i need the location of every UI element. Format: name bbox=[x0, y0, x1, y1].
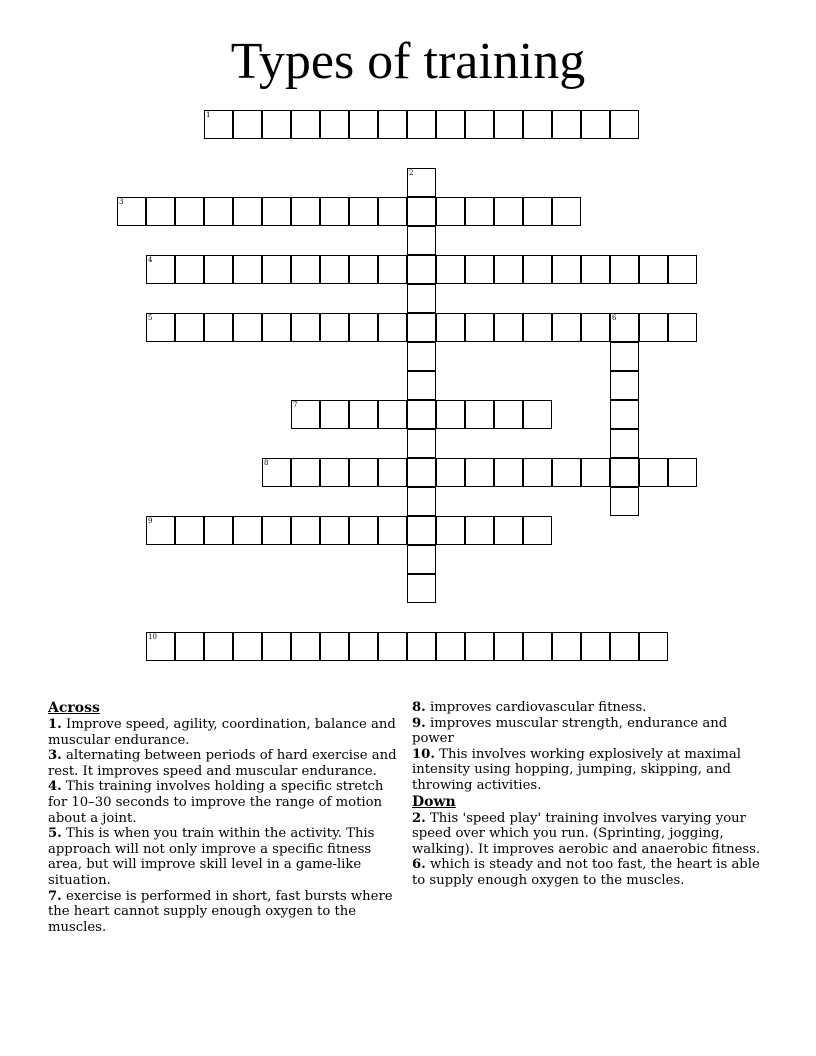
clue-across-4 bbox=[48, 779, 400, 826]
grid-cell[interactable] bbox=[175, 313, 204, 342]
grid-cell[interactable] bbox=[407, 226, 436, 255]
grid-cell[interactable] bbox=[291, 255, 320, 284]
grid-cell[interactable] bbox=[523, 313, 552, 342]
clue-number: 7. bbox=[48, 888, 62, 904]
grid-cell[interactable] bbox=[262, 632, 291, 661]
grid-cell[interactable] bbox=[349, 632, 378, 661]
grid-cell[interactable] bbox=[175, 197, 204, 226]
grid-cell[interactable] bbox=[378, 110, 407, 139]
grid-cell[interactable] bbox=[465, 313, 494, 342]
cell-number: 3 bbox=[119, 198, 124, 206]
grid-cell[interactable] bbox=[320, 516, 349, 545]
grid-cell[interactable] bbox=[146, 632, 175, 661]
grid-cell[interactable] bbox=[262, 110, 291, 139]
grid-cell[interactable] bbox=[262, 313, 291, 342]
grid-cell[interactable] bbox=[204, 197, 233, 226]
grid-cell[interactable] bbox=[175, 632, 204, 661]
grid-cell[interactable] bbox=[320, 255, 349, 284]
grid-cell[interactable] bbox=[668, 313, 697, 342]
grid-cell[interactable] bbox=[494, 632, 523, 661]
grid-cell[interactable] bbox=[262, 255, 291, 284]
grid-cell[interactable] bbox=[320, 197, 349, 226]
grid-cell[interactable] bbox=[581, 255, 610, 284]
clue-number: 10. bbox=[412, 746, 435, 762]
grid-cell[interactable] bbox=[523, 632, 552, 661]
grid-cell[interactable] bbox=[494, 110, 523, 139]
grid-cell[interactable] bbox=[552, 110, 581, 139]
grid-cell[interactable] bbox=[465, 197, 494, 226]
grid-cell[interactable] bbox=[494, 255, 523, 284]
grid-cell[interactable] bbox=[639, 632, 668, 661]
grid-cell[interactable] bbox=[349, 400, 378, 429]
grid-cell[interactable] bbox=[581, 313, 610, 342]
clue-text: This involves working explosively at maximal intensity using hopping, jumping, skipping, and throwing activities. bbox=[412, 746, 741, 793]
grid-cell[interactable] bbox=[291, 313, 320, 342]
grid-cell[interactable] bbox=[552, 458, 581, 487]
grid-cell[interactable] bbox=[407, 545, 436, 574]
cell-number: 4 bbox=[148, 256, 153, 264]
grid-cell[interactable] bbox=[233, 255, 262, 284]
grid-cell[interactable] bbox=[349, 110, 378, 139]
cell-number: 5 bbox=[148, 314, 153, 322]
grid-cell[interactable] bbox=[465, 632, 494, 661]
grid-cell[interactable] bbox=[320, 458, 349, 487]
clue-number: 8. bbox=[412, 700, 426, 715]
grid-cell[interactable] bbox=[233, 516, 262, 545]
clue-text: which is steady and not too fast, the heart is able to supply enough oxygen to the muscles. bbox=[412, 857, 760, 888]
grid-cell[interactable] bbox=[407, 574, 436, 603]
grid-cell[interactable] bbox=[465, 110, 494, 139]
grid-cell[interactable] bbox=[175, 516, 204, 545]
grid-cell[interactable] bbox=[349, 516, 378, 545]
clue-text: improves muscular strength, endurance and power bbox=[412, 715, 728, 747]
grid-cell[interactable] bbox=[610, 342, 639, 371]
grid-cell[interactable] bbox=[639, 313, 668, 342]
grid-cell[interactable] bbox=[407, 487, 436, 516]
grid-cell[interactable] bbox=[291, 197, 320, 226]
grid-cell[interactable] bbox=[436, 255, 465, 284]
grid-cell[interactable] bbox=[407, 284, 436, 313]
grid-cell[interactable] bbox=[436, 110, 465, 139]
grid-cell[interactable] bbox=[407, 632, 436, 661]
cell-number: 10 bbox=[148, 633, 157, 641]
grid-cell[interactable] bbox=[494, 197, 523, 226]
grid-cell[interactable] bbox=[407, 168, 436, 197]
grid-cell[interactable] bbox=[668, 458, 697, 487]
grid-cell[interactable] bbox=[668, 255, 697, 284]
grid-cell[interactable] bbox=[407, 429, 436, 458]
grid-cell[interactable] bbox=[204, 516, 233, 545]
clue-text: alternating between periods of hard exercise and rest. It improves speed and muscular endurance. bbox=[48, 748, 397, 779]
grid-cell[interactable] bbox=[320, 400, 349, 429]
grid-cell[interactable] bbox=[262, 458, 291, 487]
grid-cell[interactable] bbox=[175, 255, 204, 284]
grid-cell[interactable] bbox=[146, 255, 175, 284]
grid-cell[interactable] bbox=[349, 255, 378, 284]
clue-across-3 bbox=[48, 748, 400, 779]
clue-across-1 bbox=[48, 717, 400, 748]
clue-number: 4. bbox=[48, 779, 62, 795]
grid-cell[interactable] bbox=[117, 197, 146, 226]
grid-cell[interactable] bbox=[552, 255, 581, 284]
clue-text: exercise is performed in short, fast bursts where the heart cannot supply enough oxygen to the muscles. bbox=[48, 888, 393, 935]
grid-cell[interactable] bbox=[407, 313, 436, 342]
grid-cell[interactable] bbox=[204, 255, 233, 284]
grid-cell[interactable] bbox=[552, 197, 581, 226]
grid-cell[interactable] bbox=[523, 255, 552, 284]
grid-cell[interactable] bbox=[523, 516, 552, 545]
grid-cell[interactable] bbox=[494, 400, 523, 429]
grid-cell[interactable] bbox=[378, 400, 407, 429]
grid-cell[interactable] bbox=[465, 458, 494, 487]
grid-cell[interactable] bbox=[204, 110, 233, 139]
grid-cell[interactable] bbox=[581, 458, 610, 487]
grid-cell[interactable] bbox=[291, 400, 320, 429]
down-header: Down bbox=[412, 793, 456, 810]
grid-cell[interactable] bbox=[407, 371, 436, 400]
grid-cell[interactable] bbox=[523, 110, 552, 139]
grid-cell[interactable] bbox=[407, 197, 436, 226]
grid-cell[interactable] bbox=[581, 632, 610, 661]
grid-cell[interactable] bbox=[610, 255, 639, 284]
grid-cell[interactable] bbox=[349, 197, 378, 226]
grid-cell[interactable] bbox=[494, 516, 523, 545]
grid-cell[interactable] bbox=[407, 516, 436, 545]
grid-cell[interactable] bbox=[146, 197, 175, 226]
grid-cell[interactable] bbox=[349, 458, 378, 487]
grid-cell[interactable] bbox=[436, 197, 465, 226]
grid-cell[interactable] bbox=[523, 400, 552, 429]
grid-cell[interactable] bbox=[407, 400, 436, 429]
grid-cell[interactable] bbox=[465, 516, 494, 545]
clue-number: 2. bbox=[412, 810, 426, 826]
grid-cell[interactable] bbox=[523, 197, 552, 226]
grid-cell[interactable] bbox=[436, 632, 465, 661]
clue-across-5 bbox=[48, 826, 400, 888]
grid-cell[interactable] bbox=[494, 313, 523, 342]
grid-cell[interactable] bbox=[320, 313, 349, 342]
grid-cell[interactable] bbox=[233, 110, 262, 139]
grid-cell[interactable] bbox=[610, 632, 639, 661]
grid-cell[interactable] bbox=[378, 516, 407, 545]
grid-cell[interactable] bbox=[262, 516, 291, 545]
grid-cell[interactable] bbox=[610, 371, 639, 400]
grid-cell[interactable] bbox=[407, 342, 436, 371]
clues-column-right bbox=[412, 700, 764, 889]
grid-cell[interactable] bbox=[378, 632, 407, 661]
grid-cell[interactable] bbox=[581, 110, 610, 139]
grid-cell[interactable] bbox=[291, 516, 320, 545]
clue-text: Improve speed, agility, coordination, balance and muscular endurance. bbox=[48, 717, 396, 748]
cell-number: 7 bbox=[293, 401, 298, 409]
clues-column-left bbox=[48, 700, 400, 935]
cell-number: 8 bbox=[264, 459, 269, 467]
grid-cell[interactable] bbox=[291, 110, 320, 139]
grid-cell[interactable] bbox=[233, 197, 262, 226]
grid-cell[interactable] bbox=[407, 110, 436, 139]
clue-number: 1. bbox=[48, 717, 62, 732]
grid-cell[interactable] bbox=[291, 458, 320, 487]
grid-cell[interactable] bbox=[436, 458, 465, 487]
cell-number: 9 bbox=[148, 517, 153, 525]
grid-cell[interactable] bbox=[610, 487, 639, 516]
cell-number: 2 bbox=[409, 169, 414, 177]
grid-cell[interactable] bbox=[320, 632, 349, 661]
clue-across-8 bbox=[412, 700, 764, 716]
grid-cell[interactable] bbox=[523, 458, 552, 487]
clue-number: 6. bbox=[412, 857, 426, 873]
grid-cell[interactable] bbox=[378, 255, 407, 284]
grid-cell[interactable] bbox=[320, 110, 349, 139]
grid-cell[interactable] bbox=[639, 255, 668, 284]
grid-cell[interactable] bbox=[610, 110, 639, 139]
grid-cell[interactable] bbox=[436, 516, 465, 545]
grid-cell[interactable] bbox=[204, 632, 233, 661]
clue-across-9 bbox=[412, 716, 764, 747]
grid-cell[interactable] bbox=[552, 313, 581, 342]
cell-number: 6 bbox=[612, 314, 617, 322]
clue-text: This is when you train within the activity. This approach will not only improve a specific fitness area, but will improve skill level in a game-like situation. bbox=[48, 826, 375, 888]
grid-cell[interactable] bbox=[378, 197, 407, 226]
grid-cell[interactable] bbox=[233, 313, 262, 342]
clue-down-2 bbox=[412, 811, 764, 858]
grid-cell[interactable] bbox=[465, 400, 494, 429]
grid-cell[interactable] bbox=[436, 313, 465, 342]
page-title: Types of training bbox=[230, 33, 586, 90]
grid-cell[interactable] bbox=[146, 313, 175, 342]
clue-text: improves cardiovascular fitness. bbox=[429, 700, 647, 715]
grid-cell[interactable] bbox=[436, 400, 465, 429]
clue-number: 3. bbox=[48, 748, 62, 764]
grid-cell[interactable] bbox=[407, 458, 436, 487]
clue-text: This training involves holding a specific stretch for 10–30 seconds to improve the range of motion about a joint. bbox=[48, 779, 384, 826]
grid-cell[interactable] bbox=[610, 429, 639, 458]
grid-cell[interactable] bbox=[204, 313, 233, 342]
across-header: Across bbox=[48, 700, 100, 716]
grid-cell[interactable] bbox=[552, 632, 581, 661]
grid-cell[interactable] bbox=[407, 255, 436, 284]
clue-text: This 'speed play' training involves varying your speed over which you run. (Sprinting, jogging, walking). It improves aerobic and anaerobic fitness. bbox=[412, 810, 761, 857]
grid-cell[interactable] bbox=[465, 255, 494, 284]
grid-cell[interactable] bbox=[146, 516, 175, 545]
grid-cell[interactable] bbox=[610, 400, 639, 429]
clue-down-6 bbox=[412, 857, 764, 888]
clue-across-7 bbox=[48, 889, 400, 936]
grid-cell[interactable] bbox=[378, 458, 407, 487]
grid-cell[interactable] bbox=[610, 313, 639, 342]
grid-cell[interactable] bbox=[639, 458, 668, 487]
clue-number: 5. bbox=[48, 826, 62, 842]
grid-cell[interactable] bbox=[262, 197, 291, 226]
grid-cell[interactable] bbox=[494, 458, 523, 487]
grid-cell[interactable] bbox=[233, 632, 262, 661]
clue-across-10 bbox=[412, 747, 764, 794]
cell-number: 1 bbox=[206, 111, 211, 119]
grid-cell[interactable] bbox=[610, 458, 639, 487]
clue-number: 9. bbox=[412, 715, 426, 731]
grid-cell[interactable] bbox=[291, 632, 320, 661]
grid-cell[interactable] bbox=[378, 313, 407, 342]
grid-cell[interactable] bbox=[349, 313, 378, 342]
